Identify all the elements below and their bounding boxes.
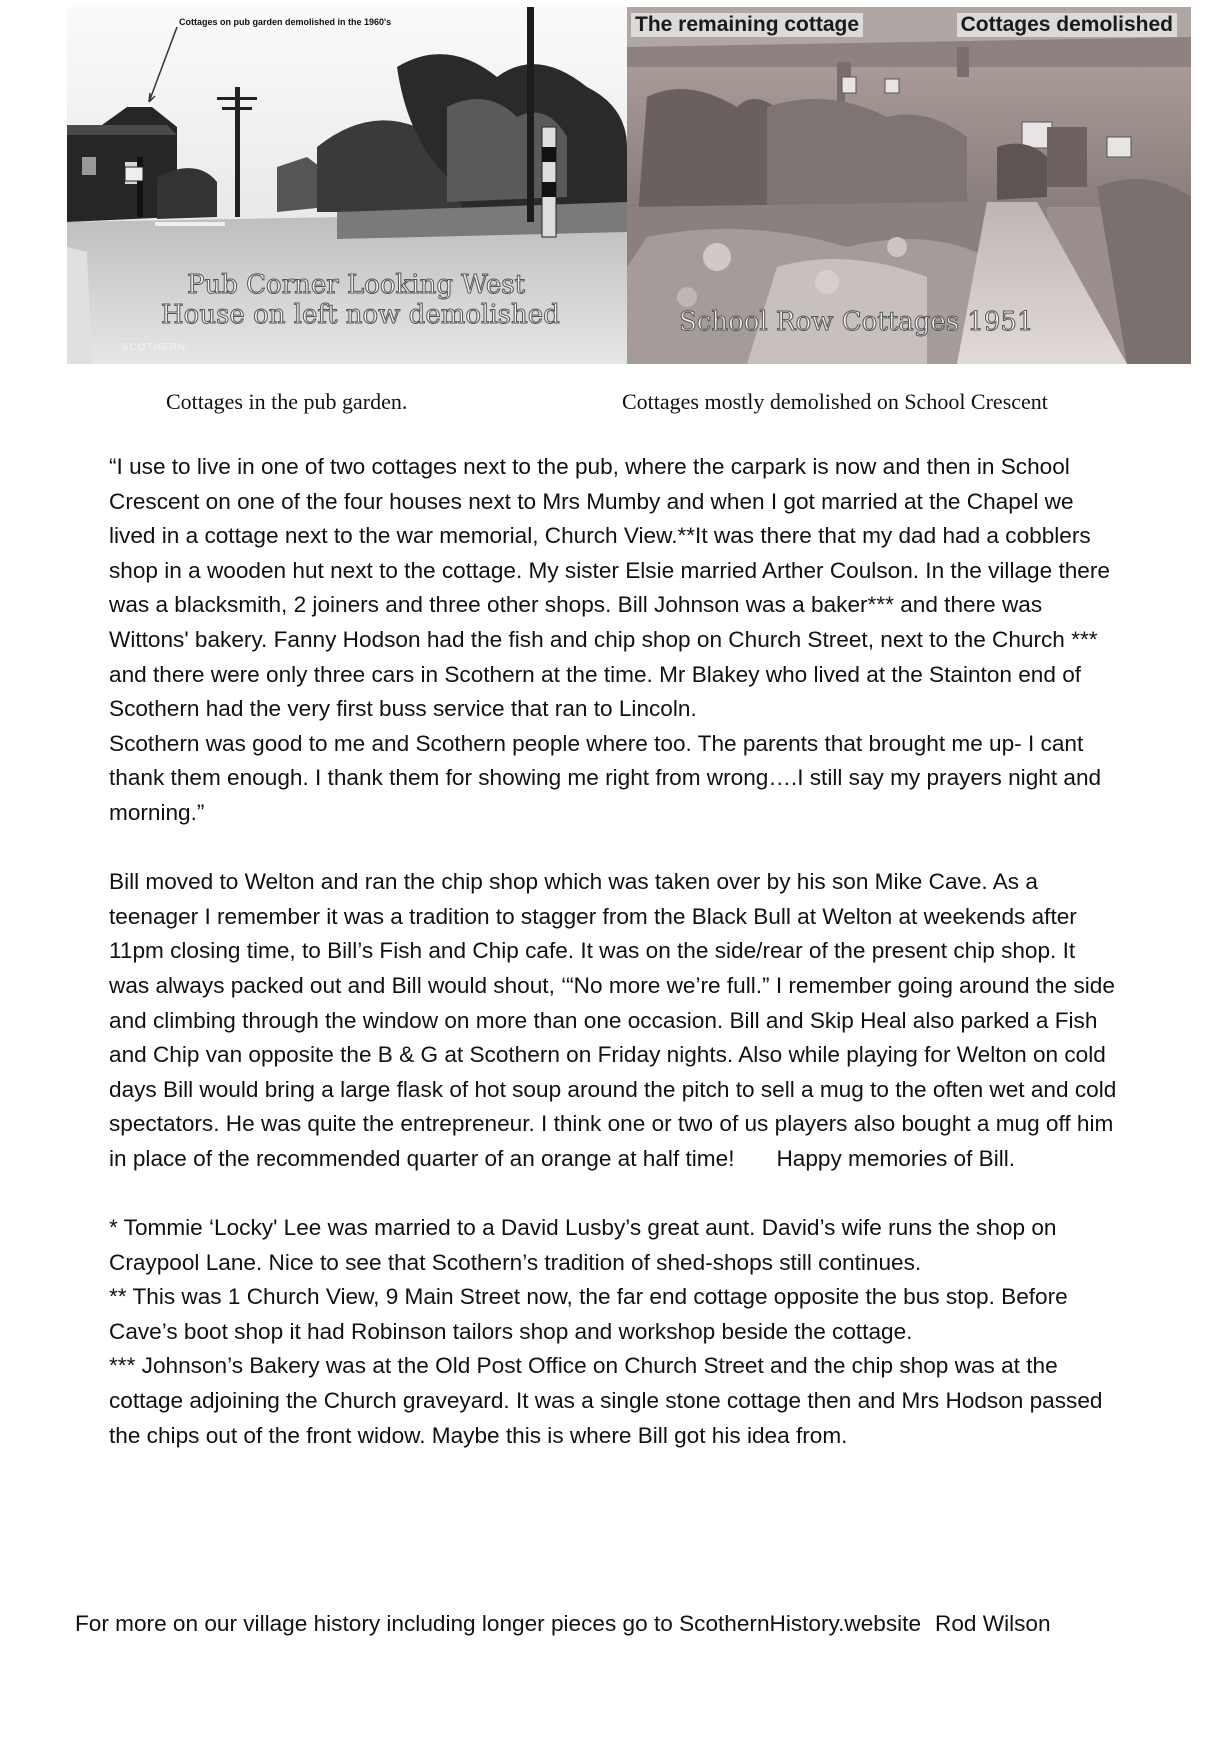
photo-annotation: Cottages on pub garden demolished in the 1960's — [179, 17, 392, 27]
quote-paragraph-1: “I use to live in one of two cottages next to the pub, where the carpark is now and then in School Crescent on one of the four houses next to Mrs Mumby and when I got married at the Chapel we lived in a cottage next to the war memorial, Church View.**It was there that my dad had a cobblers shop in a wooden hut next to the cottage. My sister Elsie married Arther Coulson. In the village there was a blacksmith, 2 joiners and three other shops. Bill Johnson was a baker*** and there was Wittons' bakery. Fanny Hodson had the fish and chip shop on Church Street, next to the Church *** and there were only three cars in Scothern at the time. Mr Blakey who lived at the Stainton end of Scothern had the very first buss service that ran to Lincoln. — [109, 454, 1110, 722]
photo-captions — [0, 389, 1224, 419]
pub-corner-photo — [67, 7, 627, 364]
photo-caption: School Row Cottages 1951 — [679, 307, 1034, 337]
quote-paragraph-2: Scothern was good to me and Scothern people where too. The parents that brought me up- I cant thank them enough. I thank them for showing me right from wrong….I still say my prayers night and morning.” — [109, 730, 1102, 825]
footnote-1: * Tommie ‘Locky' Lee was married to a David Lusby’s great aunt. David’s wife runs the shop on Craypool Lane. Nice to see that Scothern’s tradition of shed-shops still continues. — [109, 1215, 1057, 1275]
photo-caption-line2: House on left now demolished — [161, 300, 560, 330]
footnote-3: *** Johnson’s Bakery was at the Old Post Office on Church Street and the chip shop was at the cottage adjoining the Church graveyard. It was a single stone cottage then and Mrs Hodson passed the chips out of the front widow. Maybe this is where Bill got his idea from. — [109, 1353, 1103, 1448]
caption-right: Cottages mostly demolished on School Crescent — [622, 389, 1048, 414]
happy-memories: Happy memories of Bill. — [776, 1145, 1016, 1171]
school-row-photo — [627, 7, 1191, 364]
footnote-2: ** This was 1 Church View, 9 Main Street now, the far end cottage opposite the bus stop. Before Cave’s boot shop it had Robinson tailors shop and workshop beside the cottage. — [109, 1284, 1068, 1344]
paragraph-gap — [109, 1176, 1119, 1211]
bill-paragraph-text: Bill moved to Welton and ran the chip shop which was taken over by his son Mike Cave. As a teenager I remember it was a tradition to stagger from the Black Bull at Welton at weekends after 11pm closing time, to Bill’s Fish and Chip cafe. It was on the side/rear of the present chip shop. It was always packed out and Bill would shout, ‘“No more we’re full.” I remember going around the side and climbing through the window on more than one occasion. Bill and Skip Heal also parked a Fish and Chip van opposite the B & G at Scothern on Friday nights. Also while playing for Welton on cold days Bill would bring a large flask of hot soup around the pitch to sell a mug to the often wet and cold spectators. He was quite the entrepreneur. I think one or two of us players also bought a mug off him in place of the recommended quarter of an orange at half time! — [109, 869, 1117, 1171]
footer — [75, 1611, 1051, 1637]
cottages-demolished-label: Cottages demolished — [957, 13, 1177, 37]
footer-text: For more on our village history including longer pieces go to ScothernHistory.website — [75, 1611, 922, 1636]
remaining-cottage-label: The remaining cottage — [631, 13, 863, 37]
caption-left: Cottages in the pub garden. — [166, 389, 408, 414]
footer-author: Rod Wilson — [935, 1611, 1051, 1636]
photo-caption-line1: Pub Corner Looking West — [187, 270, 526, 300]
photo-strip — [67, 7, 1191, 364]
photo-stamp: SCOTHERN. — [122, 342, 190, 353]
paragraph-gap — [109, 831, 1119, 866]
bill-paragraph — [109, 865, 1119, 1176]
article-body — [109, 450, 1119, 1453]
